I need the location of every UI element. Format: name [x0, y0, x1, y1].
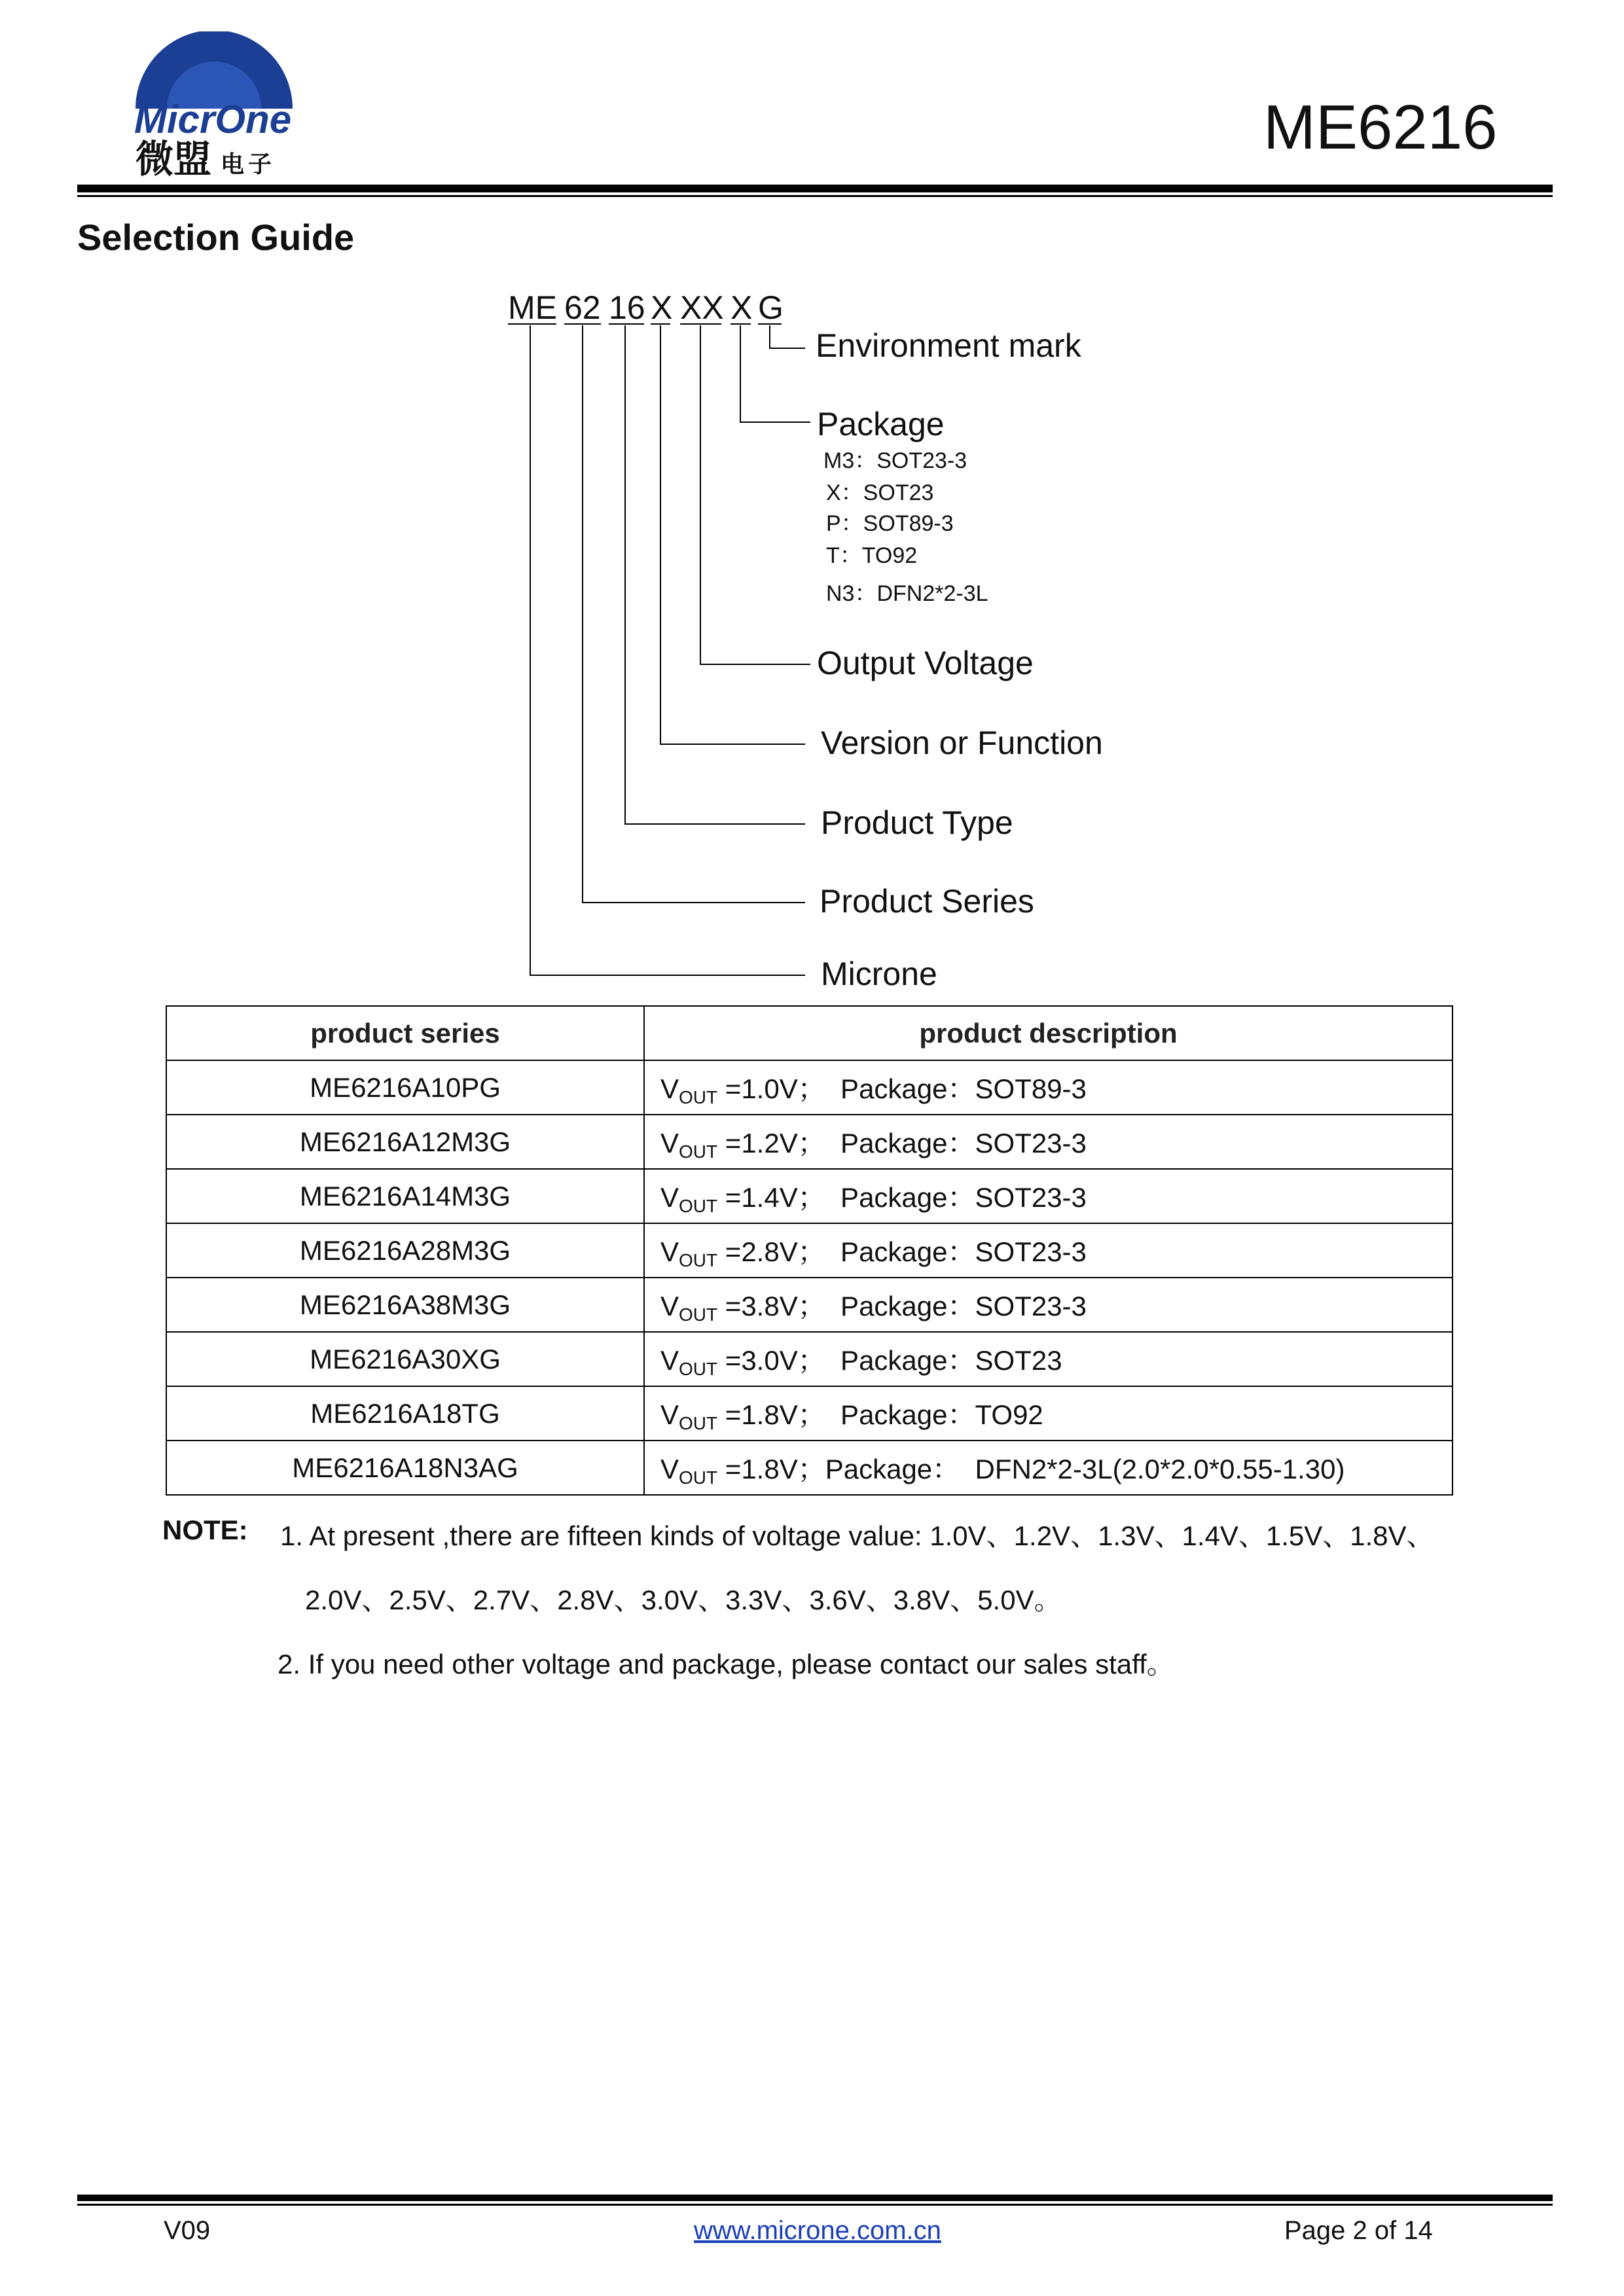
cell-product-description [644, 1169, 1453, 1223]
cell-product-series: ME6216A14M3G [166, 1169, 644, 1223]
code-segment-16: 16 [609, 289, 645, 326]
vout-symbol: V [660, 1181, 679, 1213]
vout-symbol: V [660, 1453, 679, 1484]
cell-product-series: ME6216A18TG [166, 1386, 644, 1441]
vout-subscript: OUT [679, 1086, 718, 1107]
leader-lines [530, 325, 810, 975]
label-environment-mark: Environment mark [816, 327, 1081, 364]
vout-subscript: OUT [679, 1249, 718, 1270]
footer-rule [77, 2195, 1553, 2201]
table-header-row [166, 1006, 1453, 1060]
cell-product-description [644, 1441, 1453, 1495]
label-output-voltage: Output Voltage [817, 645, 1034, 681]
cell-product-series: ME6216A30XG [166, 1332, 644, 1386]
label-microne: Microne [821, 956, 937, 992]
description-text: =1.2V； Package：SOT23-3 [717, 1127, 1087, 1158]
cell-product-description [644, 1386, 1453, 1441]
cell-product-description [644, 1115, 1453, 1169]
code-segment-x2: X [731, 289, 753, 326]
description-text: =1.8V；Package： DFN2*2-3L(2.0*2.0*0.55-1.30) [717, 1453, 1345, 1484]
cell-product-description [644, 1278, 1453, 1332]
footer-version: V09 [164, 2216, 211, 2245]
package-option-t: T：TO92 [826, 543, 918, 568]
package-option-p: P：SOT89-3 [826, 511, 954, 536]
document-title: ME6216 [1263, 92, 1498, 162]
cell-product-series: ME6216A10PG [166, 1060, 644, 1115]
table-row [166, 1169, 1453, 1223]
label-product-series: Product Series [820, 883, 1034, 920]
vout-symbol: V [660, 1073, 679, 1104]
vout-subscript: OUT [679, 1195, 718, 1216]
note-line-3: 2. If you need other voltage and package, please contact our sales staff。 [278, 1649, 1174, 1679]
part-number-diagram [0, 0, 1624, 1008]
description-text: =3.8V； Package：SOT23-3 [717, 1290, 1087, 1321]
code-segment-me: ME [508, 289, 557, 326]
section-heading: Selection Guide [77, 217, 355, 258]
logo-cn-small-text: 电子 [221, 151, 276, 178]
table-row [166, 1115, 1453, 1169]
description-text: =1.8V； Package：TO92 [717, 1399, 1043, 1430]
code-segment-g: G [758, 289, 784, 326]
vout-subscript: OUT [679, 1141, 718, 1162]
cell-product-series: ME6216A38M3G [166, 1278, 644, 1332]
cell-product-series: ME6216A18N3AG [166, 1441, 644, 1495]
vout-symbol: V [660, 1127, 679, 1158]
cell-product-series: ME6216A28M3G [166, 1223, 644, 1278]
description-text: =3.0V； Package：SOT23 [717, 1344, 1062, 1376]
description-text: =1.4V； Package：SOT23-3 [717, 1181, 1087, 1213]
note-line-1: 1. At present ,there are fifteen kinds of voltage value: 1.0V、1.2V、1.3V、1.4V、1.5V、1.8V、 [280, 1520, 1434, 1551]
header-product-description: product description [644, 1006, 1453, 1060]
label-product-type: Product Type [821, 804, 1013, 841]
vout-symbol: V [660, 1236, 679, 1267]
table-row [166, 1223, 1453, 1278]
code-segment-xx: XX [680, 289, 724, 326]
vout-symbol: V [660, 1290, 679, 1321]
logo-text: MicrOne [134, 98, 292, 141]
table-row [166, 1441, 1453, 1495]
package-option-m3: M3：SOT23-3 [823, 448, 967, 473]
description-text: =1.0V； Package：SOT89-3 [717, 1073, 1087, 1104]
vout-symbol: V [660, 1399, 679, 1430]
logo-cn-text: 微盟 [135, 137, 212, 179]
code-segment-62: 62 [564, 289, 601, 326]
package-option-n3: N3：DFN2*2-3L [826, 581, 988, 606]
cell-product-series: ME6216A12M3G [166, 1115, 644, 1169]
footer-website-link[interactable]: www.microne.com.cn [694, 2216, 941, 2245]
package-option-x: X：SOT23 [826, 480, 934, 505]
product-selection-table [166, 1005, 1453, 1496]
vout-subscript: OUT [679, 1467, 718, 1488]
vout-subscript: OUT [679, 1304, 718, 1325]
note-label: NOTE: [162, 1515, 248, 1545]
code-segment-x: X [651, 289, 673, 326]
table-row [166, 1332, 1453, 1386]
header-product-series: product series [166, 1006, 644, 1060]
footer-rule-thin [77, 2204, 1553, 2206]
label-package: Package [817, 406, 945, 442]
cell-product-description [644, 1223, 1453, 1278]
table-row [166, 1386, 1453, 1441]
note-line-2: 2.0V、2.5V、2.7V、2.8V、3.0V、3.3V、3.6V、3.8V、5.0V。 [305, 1585, 1062, 1615]
footer-page-number: Page 2 of 14 [1284, 2216, 1433, 2245]
table-row [166, 1278, 1453, 1332]
cell-product-description [644, 1060, 1453, 1115]
cell-product-description [644, 1332, 1453, 1386]
table-row [166, 1060, 1453, 1115]
vout-subscript: OUT [679, 1358, 718, 1379]
description-text: =2.8V； Package：SOT23-3 [717, 1236, 1087, 1267]
vout-subscript: OUT [679, 1412, 718, 1433]
vout-symbol: V [660, 1344, 679, 1376]
label-version-or-function: Version or Function [821, 725, 1103, 761]
